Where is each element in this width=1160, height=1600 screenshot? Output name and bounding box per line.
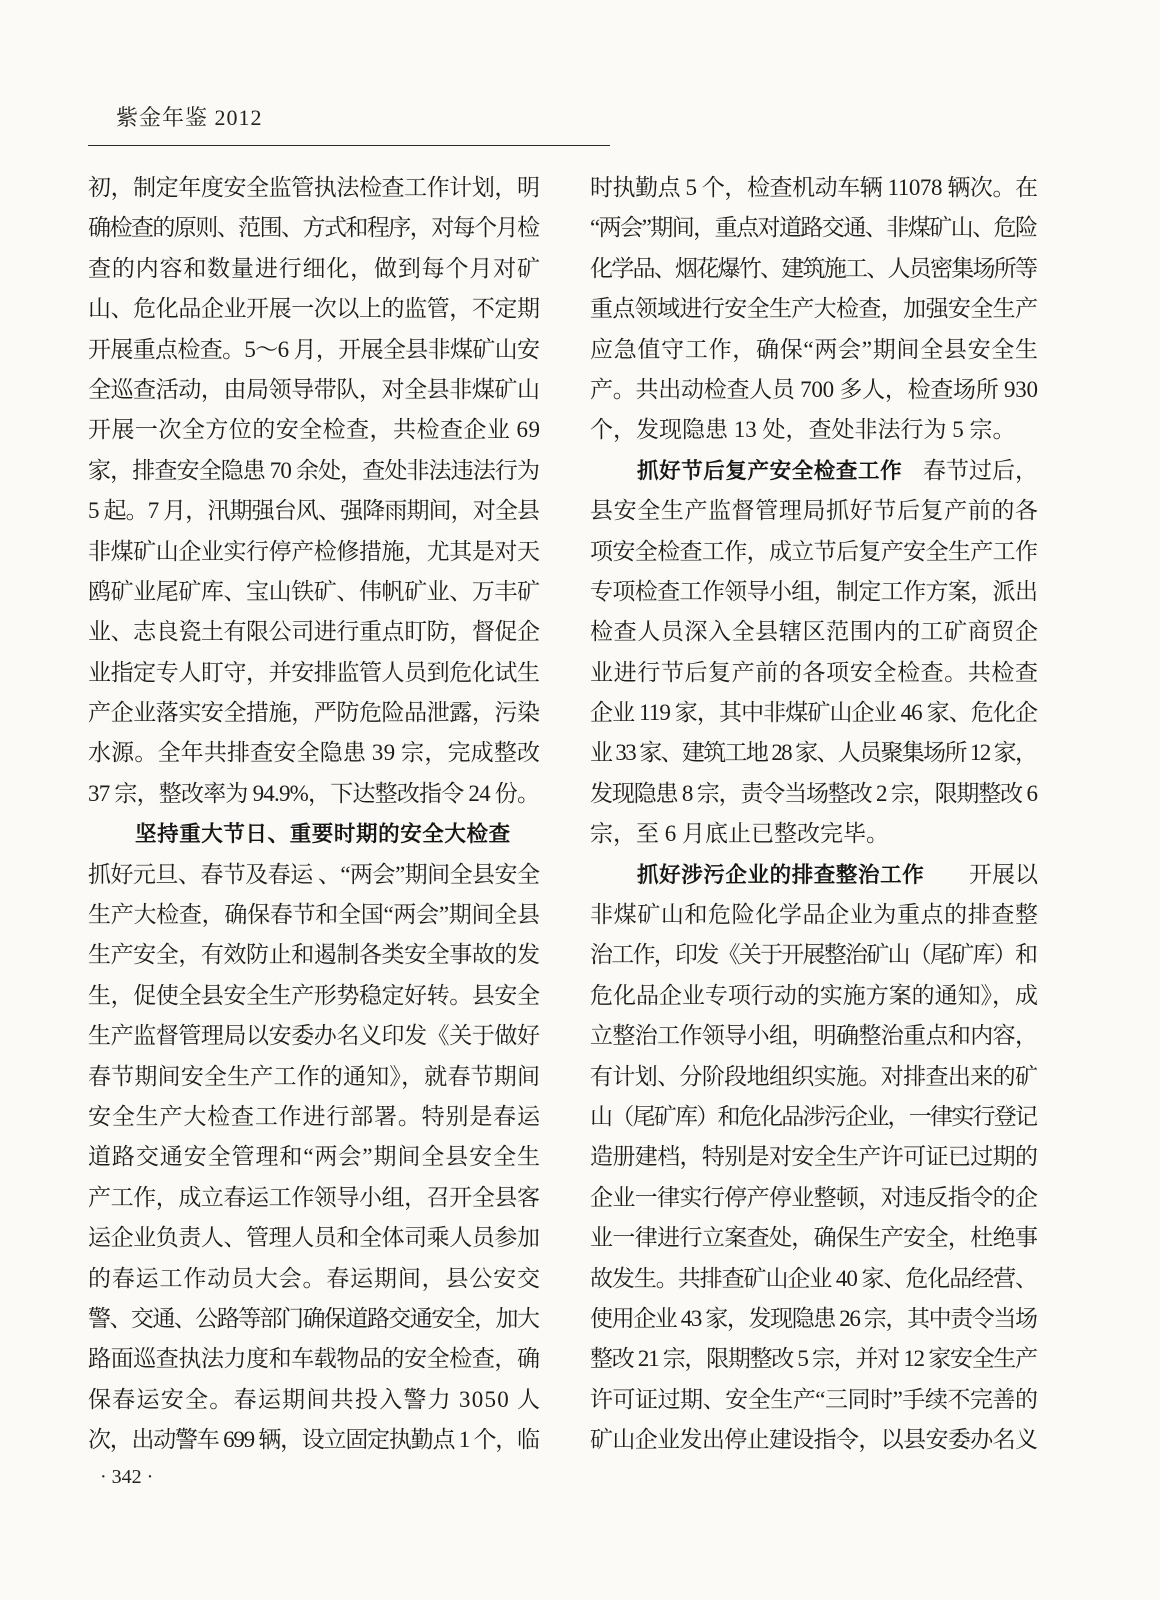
text-line: 查的内容和数量进行细化，做到每个月对矿: [88, 255, 541, 281]
text-line: 个，发现隐患 13 处，查处非法行为 5 宗。: [590, 417, 1016, 443]
text-line: 鸥矿业尾矿库、宝山铁矿、伟帆矿业、万丰矿: [88, 578, 540, 604]
header-rule: [88, 145, 610, 146]
text-line: 时执勤点 5 个，检查机动车辆 11078 辆次。在: [590, 175, 1038, 200]
text-line: 生产安全，有效防止和遏制各类安全事故的发: [88, 942, 540, 968]
text-line: 产企业落实安全措施，严防危险品泄露，污染: [88, 700, 540, 726]
text-line: 治工作，印发《关于开展整治矿山（尾矿库）和: [590, 942, 1037, 968]
text-line: 开展重点检查。5～6 月，开展全县非煤矿山安: [88, 336, 540, 362]
text-line: 5 起。7 月，汛期强台风、强降雨期间，对全县: [88, 498, 540, 524]
page-number: · 342 ·: [100, 1466, 154, 1488]
section-heading: 抓好节后复产安全检查工作: [637, 458, 903, 483]
running-header-title: 紫金年鉴 2012: [116, 105, 263, 130]
left-column: [88, 168, 540, 1461]
text-line: 产。共出动检查人员 700 多人，检查场所 930: [590, 376, 1038, 402]
text-line: 故发生。共排查矿山企业 40 家、危化品经营、: [590, 1265, 1037, 1291]
text-line: 重点领域进行安全生产大检查，加强安全生产: [590, 296, 1038, 322]
text-line: 保春运安全。春运期间共投入警力 3050 人: [88, 1386, 542, 1412]
text-line: 宗，至 6 月底止已整改完毕。: [590, 821, 889, 847]
text-line: 发现隐患 8 宗，责令当场整改 2 宗，限期整改 6: [590, 780, 1037, 806]
text-line: 检查人员深入全县辖区范围内的工矿商贸企: [590, 619, 1039, 645]
text-line: 企业一律实行停产停业整顿，对违反指令的企: [590, 1184, 1038, 1210]
text-line: 警、交通、公路等部门确保道路交通安全，加大: [88, 1305, 539, 1331]
text-line: 立整治工作领导小组，明确整治重点和内容，: [590, 1023, 1038, 1049]
line-text: 开展以: [969, 861, 1038, 887]
text-line: 非煤矿山企业实行停产检修措施，尤其是对天: [88, 538, 540, 564]
text-line: 化学品、烟花爆竹、建筑施工、人员密集场所等: [590, 255, 1037, 281]
section-heading-line: [590, 451, 1038, 491]
text-line: 抓好元旦、春节及春运 、“两会”期间全县安全: [88, 861, 540, 887]
section-heading: 抓好涉污企业的排查整治工作: [637, 862, 925, 887]
right-column: [590, 168, 1038, 1461]
text-line: 生产大检查，确保春节和全国“两会”期间全县: [88, 902, 540, 928]
text-line: 业一律进行立案查处，确保生产安全，杜绝事: [590, 1225, 1038, 1251]
text-line: 县安全生产监督管理局抓好节后复产前的各: [590, 498, 1039, 524]
text-line: 整改 21 宗，限期整改 5 宗，并对 12 家安全生产: [590, 1346, 1037, 1372]
text-line: 生，促使全县安全生产形势稳定好转。县安全: [88, 982, 540, 1008]
text-line: 次，出动警车 699 辆，设立固定执勤点 1 个，临: [88, 1427, 539, 1453]
text-line: 37 宗，整改率为 94.9%，下达整改指令 24 份。: [88, 780, 540, 806]
text-line: 道路交通安全管理和“两会”期间全县安全生: [88, 1144, 541, 1170]
text-line: 专项检查工作领导小组，制定工作方案，派出: [590, 578, 1038, 604]
text-line: 业 33 家、建筑工地 28 家、人员聚集场所 12 家，: [590, 740, 1037, 766]
section-heading-line: [590, 855, 1038, 895]
text-line: 有计划、分阶段地组织实施。对排查出来的矿: [590, 1063, 1038, 1089]
text-line: 应急值守工作，确保“两会”期间全县安全生: [590, 336, 1039, 362]
text-line: 的春运工作动员大会。春运期间，县公安交: [88, 1265, 541, 1291]
section-heading: 坚持重大节日、重要时期的安全大检查: [135, 822, 511, 847]
text-line: 家，排查安全隐患 70 余处，查处非法违法行为: [88, 457, 540, 483]
text-line: 造册建档，特别是对安全生产许可证已过期的: [590, 1144, 1038, 1170]
text-line: 产工作，成立春运工作领导小组，召开全县客: [88, 1184, 540, 1210]
text-line: 使用企业 43 家，发现隐患 26 宗，其中责令当场: [590, 1305, 1037, 1331]
line-text: 春节过后，: [923, 457, 1038, 483]
text-line: 项安全检查工作，成立节后复产安全生产工作: [590, 538, 1038, 564]
text-line: “两会”期间，重点对道路交通、非煤矿山、危险: [590, 215, 1037, 241]
text-line: 确检查的原则、范围、方式和程序，对每个月检: [88, 215, 539, 241]
text-line: 全巡查活动，由局领导带队，对全县非煤矿山: [88, 376, 540, 402]
text-line: 安全生产大检查工作进行部署。特别是春运: [88, 1103, 541, 1129]
text-line: 非煤矿山和危险化学品企业为重点的排查整: [590, 902, 1039, 928]
text-line: 业、志良瓷土有限公司进行重点盯防，督促企: [88, 619, 540, 645]
text-line: 生产监督管理局以安委办名义印发《关于做好: [88, 1023, 540, 1049]
section-heading-line: [88, 814, 540, 854]
text-line: 水源。全年共排查安全隐患 39 宗，完成整改: [88, 740, 541, 766]
text-line: 运企业负责人、管理人员和全体司乘人员参加: [88, 1225, 540, 1251]
text-line: 业指定专人盯守，并安排监管人员到危化试生: [88, 659, 540, 685]
text-line: 矿山企业发出停止建设指令，以县安委办名义: [590, 1427, 1038, 1453]
text-line: 危化品企业专项行动的实施方案的通知》，成: [590, 982, 1038, 1008]
text-line: 开展一次全方位的安全检查，共检查企业 69: [88, 417, 541, 443]
text-line: 路面巡查执法力度和车载物品的安全检查，确: [88, 1346, 540, 1372]
text-line: 山（尾矿库）和危化品涉污企业，一律实行登记: [590, 1103, 1037, 1129]
text-line: 许可证过期、安全生产“三同时”手续不完善的: [590, 1386, 1038, 1412]
text-line: 企业 119 家，其中非煤矿山企业 46 家、危化企: [590, 700, 1038, 726]
text-line: 业进行节后复产前的各项安全检查。共检查: [590, 659, 1039, 685]
text-line: 春节期间安全生产工作的通知》，就春节期间: [88, 1063, 541, 1089]
text-line: 山、危化品企业开展一次以上的监管，不定期: [88, 296, 540, 322]
text-line: 初，制定年度安全监管执法检查工作计划，明: [88, 175, 540, 200]
